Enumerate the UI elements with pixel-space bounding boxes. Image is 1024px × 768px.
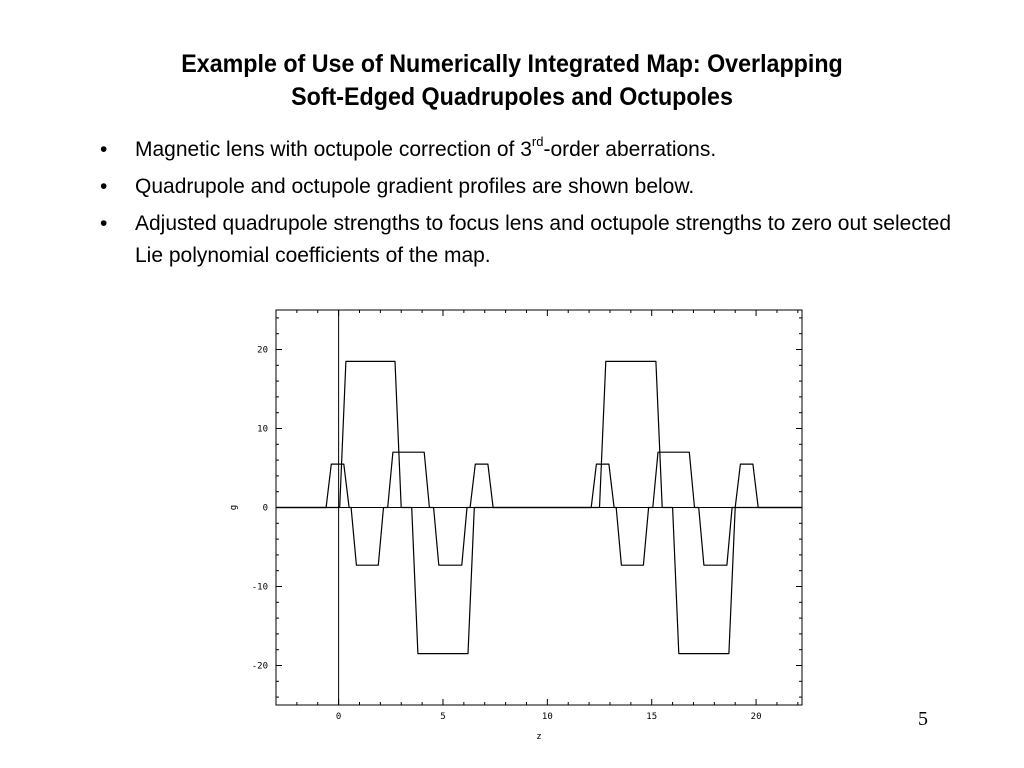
bullet-marker: • xyxy=(100,212,108,235)
x-tick-label: 15 xyxy=(646,712,658,722)
bullet-text: Magnetic lens with octupole correction of 3 xyxy=(135,138,532,161)
gradient-profile-plot xyxy=(226,300,816,750)
bullet-marker: • xyxy=(100,175,108,198)
y-tick-label: -20 xyxy=(251,661,268,672)
bullet-marker: • xyxy=(100,138,108,161)
y-axis-label: g xyxy=(229,504,239,511)
slide-title-line-1: Example of Use of Numerically Integrated Map: Overlapping xyxy=(181,50,843,78)
x-tick-label: 20 xyxy=(750,712,762,722)
bullet-text-rest: -order aberrations. xyxy=(543,138,717,161)
y-tick-label: 20 xyxy=(257,345,268,356)
octupole-profile-line xyxy=(276,452,802,565)
x-axis-label: z xyxy=(536,732,542,742)
y-tick-label: 0 xyxy=(262,503,268,514)
x-tick-label: 5 xyxy=(440,712,446,722)
bullet-list xyxy=(100,134,960,277)
bullet-text: Adjusted quadrupole strengths to focus lens and octupole strengths to zero out selected Lie polynomial coefficients of the map. xyxy=(135,212,952,267)
slide-title xyxy=(92,48,933,114)
bullet-item xyxy=(100,134,960,166)
bullet-item xyxy=(100,208,960,272)
x-tick-label: 10 xyxy=(541,712,553,722)
bullet-superscript: rd xyxy=(531,134,544,149)
y-tick-label: -10 xyxy=(251,582,268,593)
y-tick-label: 10 xyxy=(257,424,268,435)
page-number: 5 xyxy=(918,708,928,730)
x-tick-label: 0 xyxy=(335,712,342,722)
bullet-text: Quadrupole and octupole gradient profiles are shown below. xyxy=(135,175,695,198)
slide-title-line-2: Soft-Edged Quadrupoles and Octupoles xyxy=(291,83,733,111)
bullet-item xyxy=(100,171,960,203)
